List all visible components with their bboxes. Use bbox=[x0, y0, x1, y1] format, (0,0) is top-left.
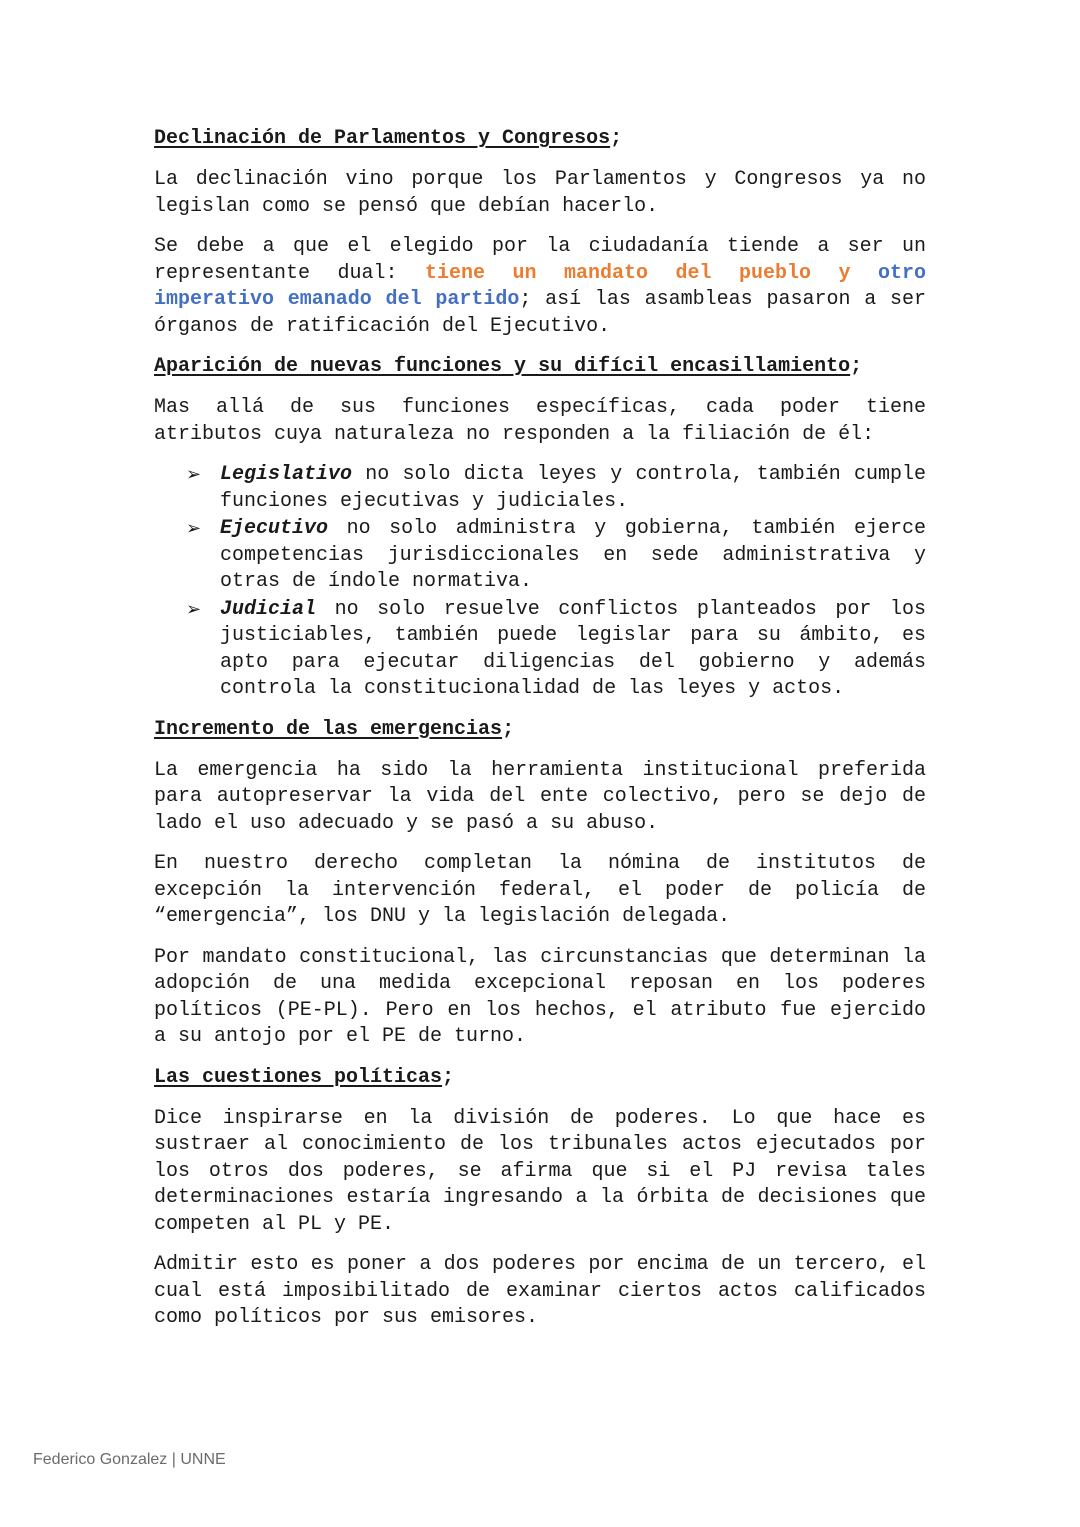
arrowhead-icon: ➢ bbox=[186, 598, 202, 620]
section-heading-cuestiones-politicas: Las cuestiones políticas; bbox=[154, 1065, 455, 1089]
paragraph-representante-dual: Se debe a que el elegido por la ciudadanía tiende a ser un representante dual: tiene un mandato del pueblo y otro imperativo emanado del partido; así las asambleas pasaron a ser órganos de ratificación del Ejecutivo. bbox=[154, 235, 926, 338]
paragraph: La emergencia ha sido la herramienta institucional preferida para autopreservar la vida del ente colectivo, pero se dejo de lado el uso adecuado y se pasó a su abuso. bbox=[154, 758, 926, 835]
arrowhead-icon: ➢ bbox=[186, 464, 202, 485]
paragraph: Dice inspirarse en la división de poderes. Lo que hace es sustraer al conocimiento de los tribunales actos ejecutados por los otros dos poderes, se afirma que si el PJ revisa tales determinaciones estaría ingresando a la órbita de decisiones que competen al PL y PE. bbox=[154, 1106, 926, 1236]
paragraph: Admitir esto es poner a dos poderes por encima de un tercero, el cual está imposibilitado de examinar ciertos actos calificados como políticos por sus emisores. bbox=[154, 1253, 926, 1329]
section-heading-parlamentos: Declinación de Parlamentos y Congresos; bbox=[154, 127, 623, 150]
arrowhead-icon: ➢ bbox=[186, 518, 202, 539]
highlight-orange: tiene un mandato del pueblo y bbox=[425, 261, 878, 285]
paragraph: Mas allá de sus funciones específicas, cada poder tiene atributos cuya naturaleza no responden a la filiación de él: bbox=[154, 396, 926, 446]
document-body bbox=[154, 126, 926, 1346]
list-item: ➢ Ejecutivo no solo administra y gobierna, también ejerce competencias jurisdiccionales en sede administrativa y otras de índole normativa. bbox=[186, 517, 926, 593]
highlight-blue: otro imperativo emanado del partido bbox=[154, 261, 926, 311]
section-heading-nuevas-funciones: Aparición de nuevas funciones y su difícil encasillamiento; bbox=[154, 355, 863, 378]
paragraph: En nuestro derecho completan la nómina de institutos de excepción la intervención federal, el poder de policía de “emergencia”, los DNU y la legislación delegada. bbox=[154, 852, 926, 928]
list-item: ➢ Judicial no solo resuelve conflictos planteados por los justiciables, también puede legislar para su ámbito, es apto para ejecutar diligencias del gobierno y además controla la constitucionalidad de las leyes y actos. bbox=[186, 597, 926, 700]
paragraph: Por mandato constitucional, las circunstancias que determinan la adopción de una medida excepcional reposan en los poderes políticos (PE-PL). Pero en los hechos, el atributo fue ejercido a su antojo por el PE de turno. bbox=[154, 945, 926, 1048]
page-footer: Federico Gonzalez | UNNE bbox=[33, 1451, 226, 1468]
powers-list bbox=[154, 462, 926, 703]
section-heading-emergencias: Incremento de las emergencias; bbox=[154, 717, 515, 741]
list-item: ➢ Legislativo no solo dicta leyes y controla, también cumple funciones ejecutivas y judiciales. bbox=[186, 463, 926, 513]
paragraph: La declinación vino porque los Parlamentos y Congresos ya no legislan como se pensó que debían hacerlo. bbox=[154, 168, 926, 218]
